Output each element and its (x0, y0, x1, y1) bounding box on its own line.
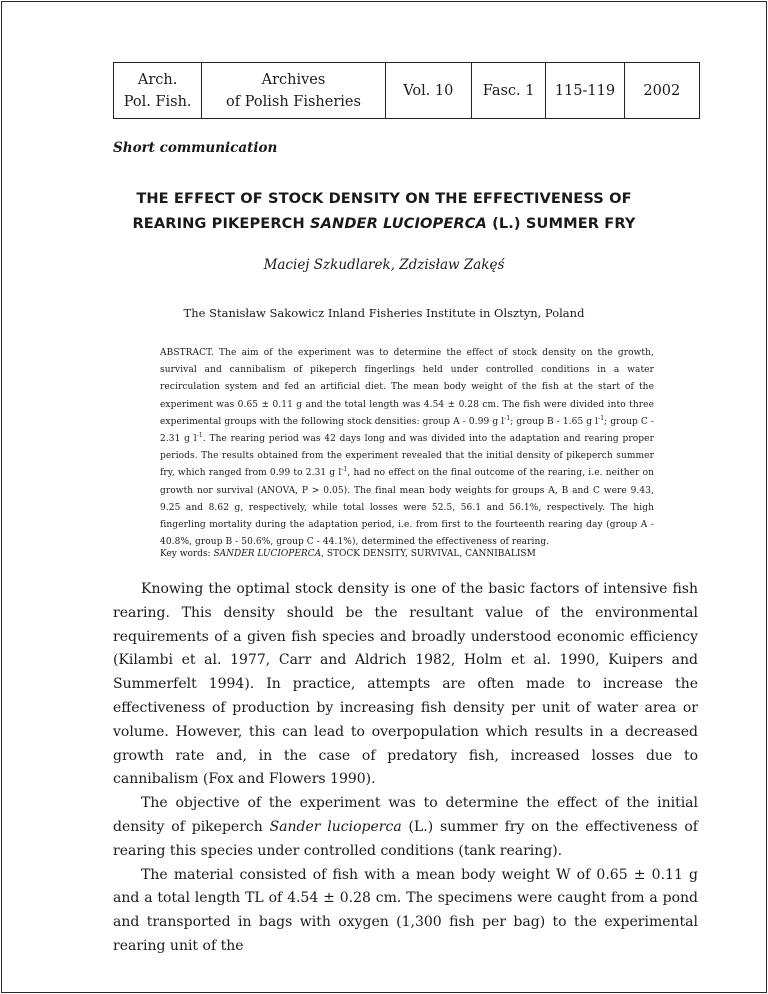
year: 2002 (643, 82, 681, 99)
title-line-1: THE EFFECT OF STOCK DENSITY ON THE EFFECTIVENESS OF (136, 190, 632, 207)
journal-name-line2: of Polish Fisheries (226, 93, 361, 110)
body-species-name: Sander lucioperca (269, 818, 402, 835)
title-line-2-start: REARING PIKEPERCH (132, 215, 310, 232)
affiliation: The Stanisław Sakowicz Inland Fisheries Institute in Olsztyn, Poland (183, 306, 585, 320)
abstract-text-2: ; group B - 1.65 g l (510, 416, 599, 427)
journal-name-line1: Archives (261, 71, 326, 88)
abstract-text-3: ; group C - 2.31 g l (160, 416, 654, 445)
journal-abbrev-cell (114, 63, 202, 118)
abstract-sup-2: -1 (598, 414, 605, 422)
body-paragraph-2 (113, 792, 698, 863)
body-paragraph-3: The material consisted of fish with a mean body weight W of 0.65 ± 0.11 g and a total length TL of 4.54 ± 0.28 cm. The specimens were caught from a pond and transported in bags with oxygen (1,300 fish per bag) to the experimental rearing unit of the (113, 866, 698, 954)
abstract-text-5: , had no effect on the final outcome of the rearing, i.e. neither on growth nor survival (ANOVA, P > 0.05). The final mean body weights for groups A, B and C were 9.43, 9.25 and 8.62 g, respectively, while total losses were 52.5, 56.1 and 56.1%, respectively. The high fingerling mortality during the adaptation period, i.e. from first to the fourteenth rearing day (group A - 40.8%, group B - 50.6%, group C - 44.1%), determined the effectiveness of rearing. (160, 468, 654, 548)
journal-name-cell (202, 63, 385, 118)
fascicle-cell (472, 63, 546, 118)
abstract-text-4: . The rearing period was 42 days long and was divided into the adaptation and rearing proper periods. The results obtained from the experiment revealed that the initial density of pikeperch summer fry, which ranged from 0.99 to 2.31 g l (160, 434, 654, 479)
abstract-sup-1: -1 (504, 414, 511, 422)
year-cell (625, 63, 699, 118)
article-body (113, 578, 698, 959)
keywords (160, 546, 654, 562)
keywords-species: SANDER LUCIOPERCA (213, 549, 322, 559)
volume: Vol. 10 (403, 82, 454, 99)
section-label: Short communication (113, 140, 278, 156)
body-paragraph-2-start: The objective of the experiment was to determine the effect of the initial density of pikeperch (113, 795, 698, 835)
title-line-2 (100, 211, 668, 236)
body-paragraph-1: Knowing the optimal stock density is one of the basic factors of intensive fish rearing. This density should be the resultant value of the environmental requirements of a given fish species and broadly understood economic efficiency (Kilambi et al. 1977, Carr and Aldrich 1982, Holm et al. 1990, Kuipers and Summerfelt 1994). In practice, attempts are often made to increase the effectiveness of production by increasing fish density per unit of water area or volume. However, this can lead to overpopulation which results in a decreased growth rate and, in the case of predatory fish, increased losses due to cannibalism (Fox and Flowers 1990). (113, 581, 698, 788)
body-paragraph-2-end: (L.) summer fry on the effectiveness of rearing this species under controlled conditions (tank rearing). (113, 818, 698, 859)
article-title (100, 186, 668, 236)
abstract-sup-4: -1 (341, 466, 348, 474)
abstract-sup-3: -1 (196, 432, 203, 440)
authors: Maciej Szkudlarek, Zdzisław Zakęś (263, 257, 505, 273)
fascicle: Fasc. 1 (482, 82, 535, 99)
pages-cell (546, 63, 624, 118)
title-line-2-end: (L.) SUMMER FRY (486, 215, 636, 232)
keywords-rest: , STOCK DENSITY, SURVIVAL, CANNIBALISM (321, 549, 536, 559)
title-species-name: SANDER LUCIOPERCA (310, 215, 487, 232)
page-range: 115-119 (554, 82, 616, 99)
abstract-text-1: ABSTRACT. The aim of the experiment was to determine the effect of stock density on the growth, survival and cannibalism of pikeperch fingerlings held under controlled conditions in a water recirculation system and fed an artificial diet. The mean body weight of the fish at the start of the experiment was 0.65 ± 0.11 g and the total length was 4.54 ± 0.28 cm. The fish were divided into three experimental groups with the following stock densities: group A - 0.99 g l (160, 348, 654, 427)
volume-cell (386, 63, 472, 118)
journal-abbrev-line2: Pol. Fish. (123, 93, 192, 110)
keywords-label: Key words: (160, 549, 214, 559)
journal-header-table (113, 62, 700, 119)
journal-abbrev-line1: Arch. (137, 71, 178, 88)
abstract (160, 345, 654, 551)
